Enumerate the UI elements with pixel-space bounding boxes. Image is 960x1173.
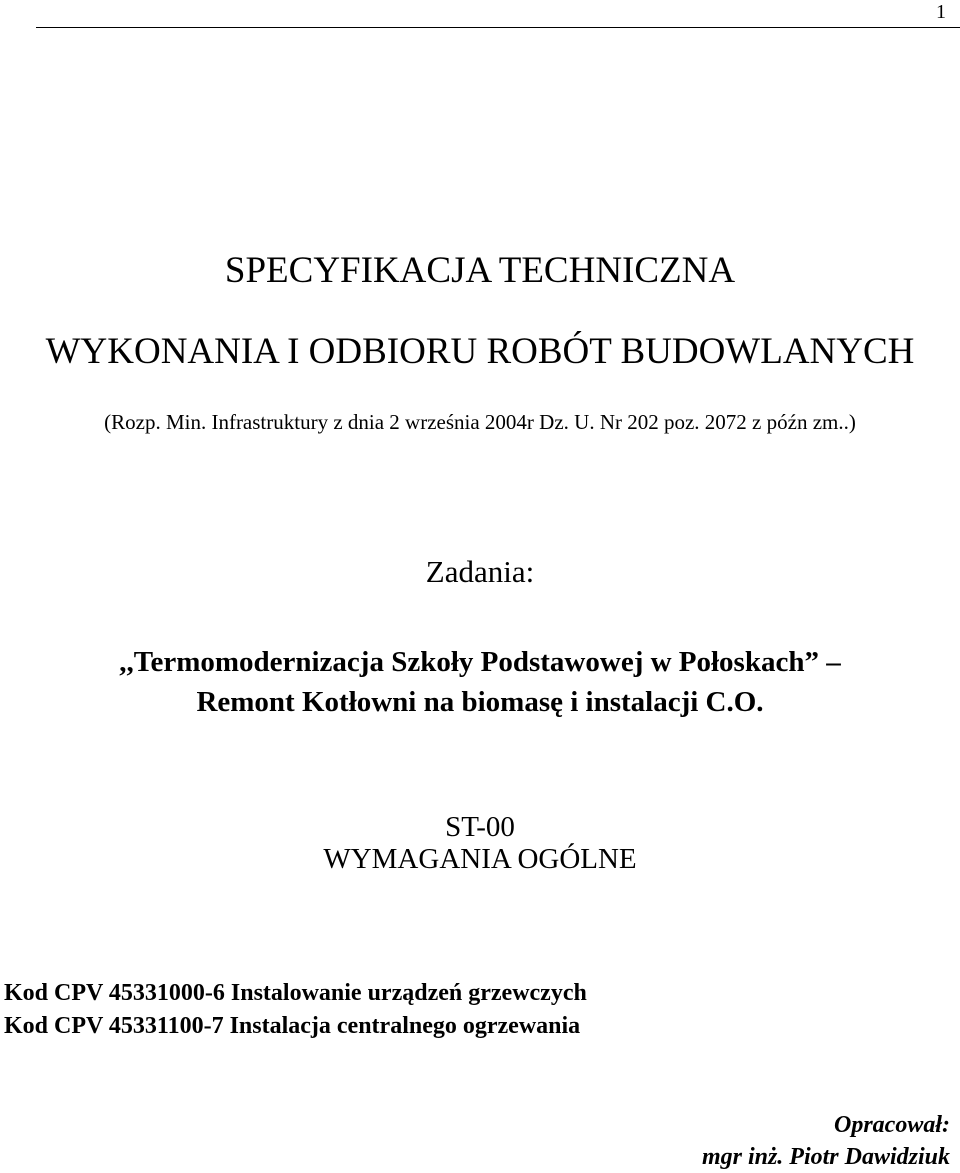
project-title-line1: ,,Termomodernizacja Szkoły Podstawowej w Połoskach” – bbox=[119, 646, 841, 678]
document-title-line1: SPECYFIKACJA TECHNICZNA bbox=[224, 250, 736, 291]
legal-reference: (Rozp. Min. Infrastruktury z dnia 2 września 2004r Dz. U. Nr 202 poz. 2072 z późn zm..) bbox=[104, 410, 856, 434]
specification-name: WYMAGANIA OGÓLNE bbox=[323, 843, 637, 875]
author-role: Opracował: bbox=[834, 1112, 950, 1138]
specification-code: ST-00 bbox=[445, 811, 515, 843]
cpv-code-line: Kod CPV 45331000-6 Instalowanie urządzeń grzewczych bbox=[4, 980, 587, 1006]
header-rule bbox=[36, 27, 960, 28]
document-title-line2: WYKONANIA I ODBIORU ROBÓT BUDOWLANYCH bbox=[45, 331, 915, 372]
cpv-code-line: Kod CPV 45331100-7 Instalacja centralnego ogrzewania bbox=[4, 1013, 581, 1039]
page-number: 1 bbox=[936, 1, 946, 23]
project-title-line2: Remont Kotłowni na biomasę i instalacji C.O. bbox=[196, 686, 764, 718]
author-name: mgr inż. Piotr Dawidziuk bbox=[701, 1144, 950, 1170]
tasks-label: Zadania: bbox=[425, 554, 535, 589]
